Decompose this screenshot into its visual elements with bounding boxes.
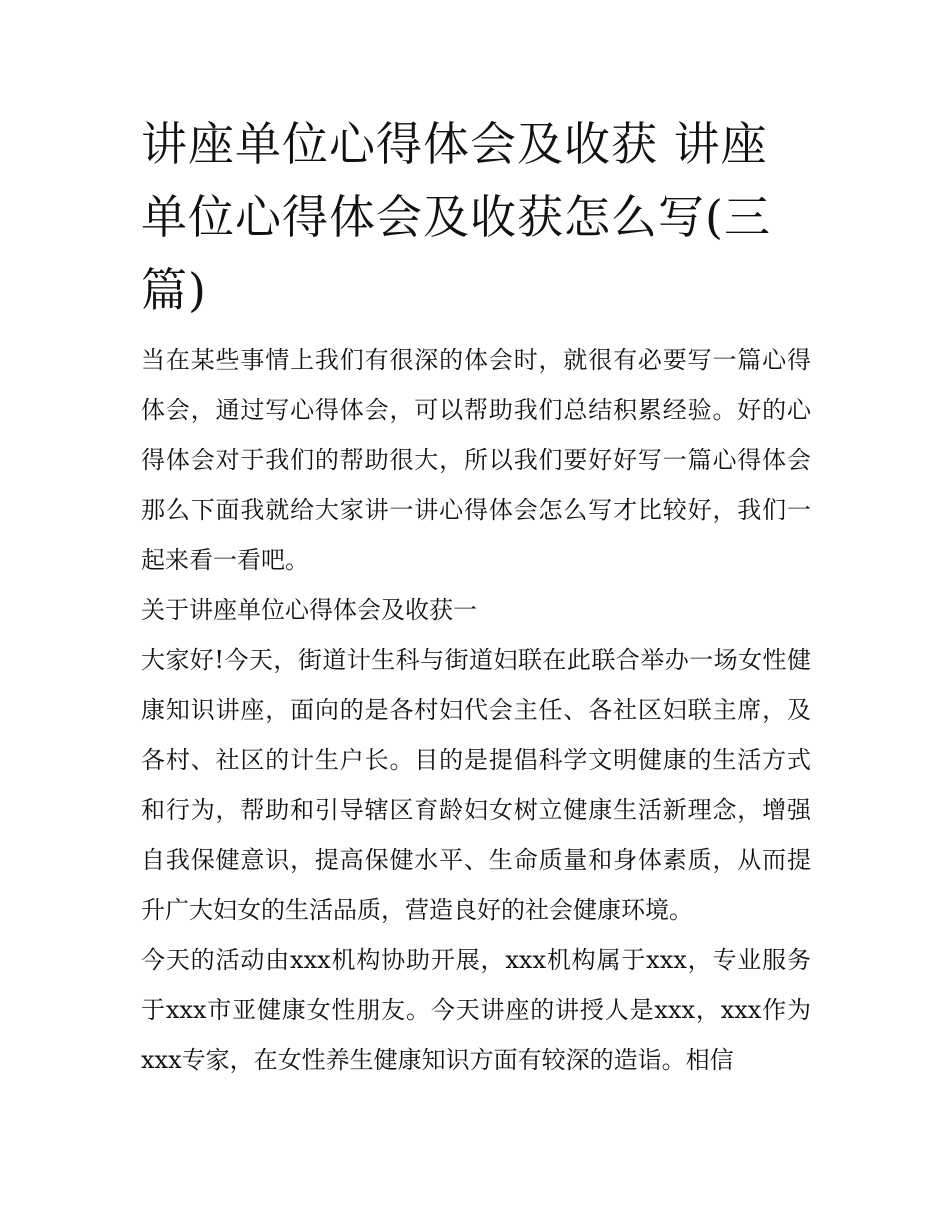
section-heading: 关于讲座单位心得体会及收获一 — [141, 596, 477, 624]
body-paragraph-2: 今天的活动由xxx机构协助开展，xxx机构属于xxx，专业服务于xxx市亚健康女性朋友。今天讲座的讲授人是xxx，xxx作为xxx专家，在女性养生健康知识方面有较深的造诣。相信 — [141, 946, 811, 1074]
body-paragraph-1: 大家好!今天，街道计生科与街道妇联在此联合举办一场女性健康知识讲座，面向的是各村妇代会主任、各社区妇联主席，及各村、社区的计生户长。目的是提倡科学文明健康的生活方式和行为，帮助和引导辖区育龄妇女树立健康生活新理念，增强自我保健意识，提高保健水平、生命质量和身体素质，从而提升广大妇女的生活品质，营造良好的社会健康环境。 — [141, 646, 811, 924]
document-page — [141, 108, 811, 1085]
document-title: 讲座单位心得体会及收获 讲座单位心得体会及收获怎么写(三篇) — [141, 117, 771, 317]
intro-paragraph: 当在某些事情上我们有很深的体会时，就很有必要写一篇心得体会，通过写心得体会，可以帮助我们总结积累经验。好的心得体会对于我们的帮助很大，所以我们要好好写一篇心得体会那么下面我就给大家讲一讲心得体会怎么写才比较好，我们一起来看一看吧。 — [141, 346, 811, 574]
